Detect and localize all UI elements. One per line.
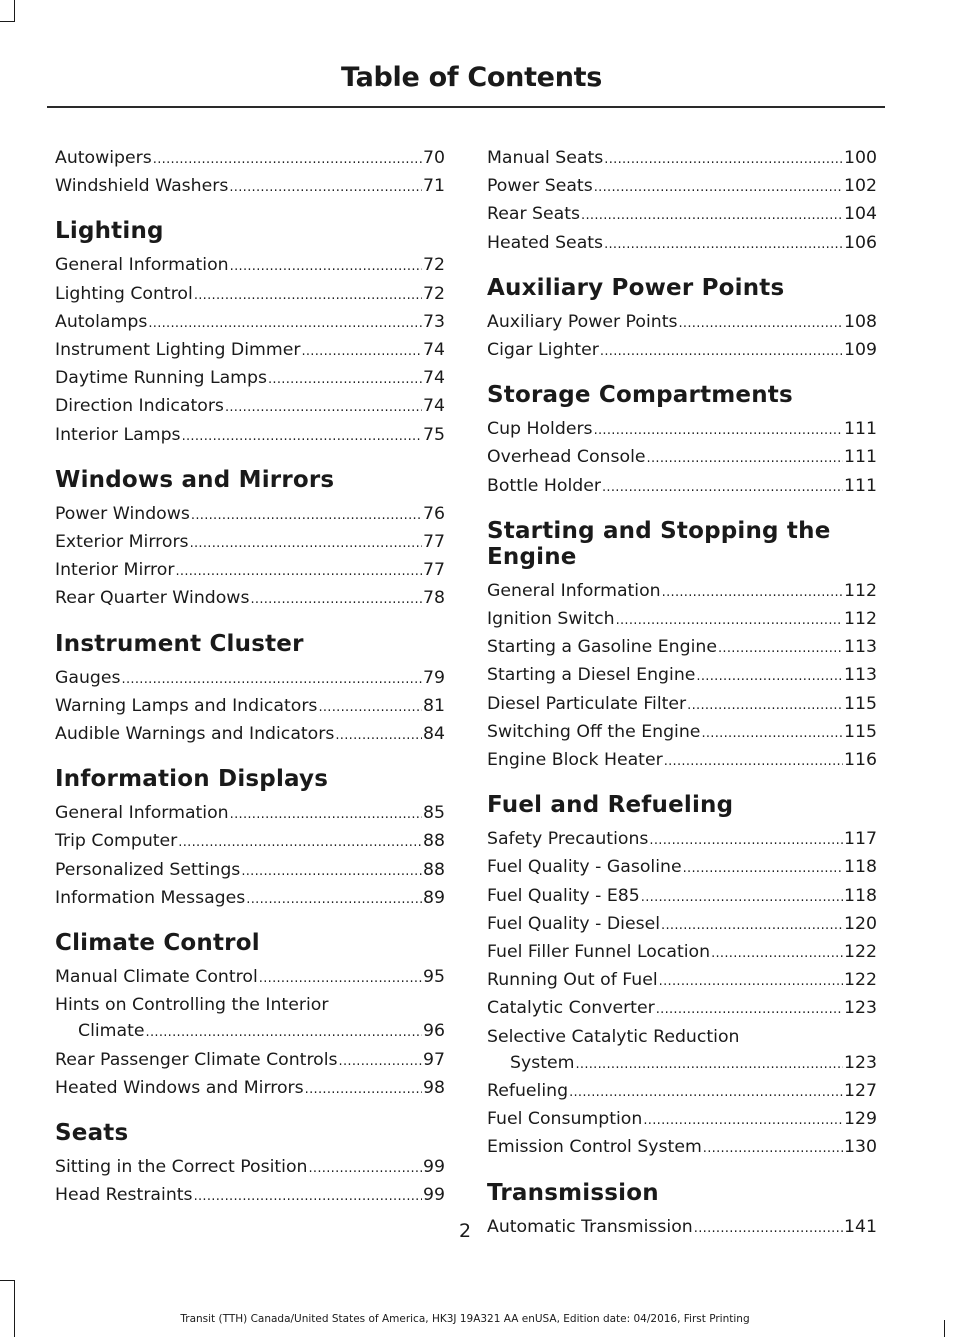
toc-entry-label: Refueling [487,1081,569,1102]
toc-entry-page: 109 [844,340,877,361]
toc-entry-label: Starting a Gasoline Engine [487,637,717,658]
toc-section [55,930,445,1103]
toc-entry[interactable] [487,230,877,258]
toc-entry-label: Warning Lamps and Indicators [55,695,318,716]
dot-leader [683,856,843,882]
toc-entry-page: 73 [423,311,445,332]
toc-section [55,218,445,449]
dot-leader [664,749,843,775]
toc-entry[interactable] [487,995,877,1023]
dot-leader [696,664,843,690]
toc-entry-page: 96 [423,1021,445,1042]
footer-edition-info: Transit (TTH) Canada/United States of America, HK3J 19A321 AA enUSA, Edition date: 04/2016, First Printing [180,1313,750,1325]
toc-entry-label: Information Messages [55,887,246,908]
dot-leader [301,339,422,365]
toc-entry-label: Auxiliary Power Points [487,311,678,332]
toc-entry[interactable] [55,828,445,856]
toc-entry-page: 111 [844,419,877,440]
toc-entry[interactable] [55,309,445,337]
toc-entry-page: 70 [423,148,445,168]
dot-leader [241,859,422,885]
toc-entry-page: 106 [844,232,877,253]
toc-entry-label: Fuel Filler Funnel Location [487,942,711,963]
toc-entry-page: 112 [844,580,877,601]
toc-entry[interactable] [55,992,445,1046]
crop-mark-top-left-vertical [14,0,15,22]
section-title: Storage Compartments [487,382,793,409]
dot-leader [250,587,422,613]
toc-entry-label: System [510,1052,575,1073]
toc-entry-page: 116 [844,750,877,771]
toc-entry-page: 127 [844,1081,877,1102]
dot-leader [190,531,422,557]
toc-entry-page: 130 [844,1137,877,1158]
dot-leader [662,580,843,606]
toc-entry[interactable] [55,529,445,557]
toc-entry-label: Heated Windows and Mirrors [55,1077,304,1098]
toc-entry[interactable] [487,939,877,967]
dot-leader [229,175,422,201]
section-title: Transmission [487,1179,659,1206]
dot-leader [339,1049,422,1075]
toc-entry-page: 129 [844,1109,877,1130]
toc-entry-label: Manual Climate Control [55,967,258,988]
dot-leader [318,695,422,721]
toc-entry-label: Rear Passenger Climate Controls [55,1049,338,1070]
toc-entry-label: Ignition Switch [487,609,615,630]
toc-entry-label: Fuel Quality - Diesel [487,913,661,934]
toc-entry-label: Personalized Settings [55,859,241,880]
section-title-line: Engine [487,543,577,570]
dot-leader [569,1080,843,1106]
dot-leader [711,941,843,967]
toc-entry-label: Exterior Mirrors [55,532,189,553]
dot-leader [182,424,422,450]
toc-entry[interactable] [487,747,877,775]
toc-entry[interactable] [55,173,445,201]
dot-leader [146,1020,422,1046]
dot-leader [643,1108,843,1134]
dot-leader [659,969,843,995]
toc-entry-page: 89 [423,887,445,908]
header-rule [47,106,885,108]
toc-entry[interactable] [487,201,877,229]
toc-entry[interactable] [55,422,445,450]
toc-entry[interactable] [487,416,877,444]
toc-entry[interactable] [487,719,877,747]
page-title: Table of Contents [340,62,602,93]
toc-entry[interactable] [55,393,445,421]
toc-entry-label: Power Windows [55,503,190,524]
toc-entry-label: Rear Seats [487,204,581,225]
toc-entry[interactable] [55,281,445,309]
section-title: Instrument Cluster [55,630,304,657]
dot-leader [194,283,422,309]
toc-section [487,275,877,365]
toc-entry-page: 115 [844,721,877,742]
dot-leader [594,418,843,444]
toc-entry-page: 123 [844,998,877,1019]
toc-entry[interactable] [55,665,445,693]
toc-entry-page: 113 [844,665,877,686]
toc-entry-page: 99 [423,1185,445,1206]
toc-entry-label: Heated Seats [487,232,604,253]
toc-entry-label: Running Out of Fuel [487,970,658,991]
toc-entry-page: 95 [423,967,445,988]
dot-leader [575,1052,843,1078]
toc-entry-label: Manual Seats [487,148,604,168]
toc-entry[interactable] [55,145,445,173]
toc-entry-page: 77 [423,532,445,553]
toc-entry-label: Fuel Quality - Gasoline [487,857,682,878]
toc-entry[interactable] [55,721,445,749]
toc-entry[interactable] [487,1106,877,1134]
toc-entry[interactable] [55,585,445,613]
section-title: Information Displays [55,766,329,793]
dot-leader [604,147,843,173]
toc-entry-label: Overhead Console [487,447,646,468]
toc-entry[interactable] [55,857,445,885]
dot-leader [309,1156,423,1182]
toc-entry-page: 72 [423,283,445,304]
toc-entry-page: 120 [844,913,877,934]
toc-entry-page: 112 [844,609,877,630]
toc-entry-page: 98 [423,1077,445,1098]
toc-entry-line [55,1018,445,1046]
toc-entry[interactable] [487,826,877,854]
dot-leader [268,367,422,393]
dot-leader [230,802,422,828]
toc-section [487,518,877,775]
toc-entry-page: 74 [423,340,445,361]
toc-entry-page: 100 [844,148,877,168]
toc-entry[interactable] [55,337,445,365]
toc-entry-label: Sitting in the Correct Position [55,1157,308,1178]
toc-entry-label: Daytime Running Lamps [55,368,267,389]
toc-entry-page: 99 [423,1157,445,1178]
toc-entry-page: 85 [423,803,445,824]
dot-leader [305,1077,422,1103]
toc-entry[interactable] [487,662,877,690]
toc-entry-page: 111 [844,447,877,468]
toc-entry-label: Automatic Transmission [487,1216,693,1237]
dot-leader [641,885,843,911]
toc-entry[interactable] [487,606,877,634]
toc-entry-page: 115 [844,693,877,714]
dot-leader [616,608,843,634]
toc-entry-page: 81 [423,695,445,716]
toc-entry-page: 77 [423,560,445,581]
toc-section [55,1120,445,1210]
dot-leader [656,997,843,1023]
toc-entry-label: Rear Quarter Windows [55,588,250,609]
right-column [487,145,877,1242]
toc-entry[interactable] [487,911,877,939]
dot-leader [678,311,843,337]
dot-leader [246,887,422,913]
toc-entry-page: 102 [844,176,877,197]
toc-entry-label: Autowipers [55,148,152,168]
toc-entry-label: Catalytic Converter [487,998,655,1019]
section-title: Windows and Mirrors [55,466,335,493]
toc-entry[interactable] [55,365,445,393]
toc-entry-label: Interior Lamps [55,424,181,445]
toc-entry-label: Windshield Washers [55,176,229,197]
toc-entry[interactable] [55,1075,445,1103]
toc-entry-label: Safety Precautions [487,829,649,850]
toc-entry-label: Audible Warnings and Indicators [55,724,335,745]
toc-entry-label: Lighting Control [55,283,193,304]
toc-entry[interactable] [55,1047,445,1075]
dot-leader [687,693,843,719]
toc-section [55,145,445,201]
toc-entry[interactable] [487,1024,877,1078]
toc-entry[interactable] [487,145,877,173]
toc-entry-page: 97 [423,1049,445,1070]
toc-entry[interactable] [487,473,877,501]
left-column [55,145,445,1210]
toc-entry[interactable] [55,1182,445,1210]
toc-entry-page: 118 [844,885,877,906]
toc-entry-label: Cigar Lighter [487,340,599,361]
toc-entry[interactable] [487,309,877,337]
dot-leader [191,503,422,529]
toc-entry-label: Direction Indicators [55,396,224,417]
section-title: Climate Control [55,930,260,957]
toc-entry[interactable] [55,693,445,721]
toc-entry-page: 111 [844,475,877,496]
dot-leader [581,203,843,229]
toc-section [55,631,445,750]
toc-entry-page: 122 [844,942,877,963]
dot-leader [647,446,843,472]
toc-entry-page: 78 [423,588,445,609]
toc-entry[interactable] [55,252,445,280]
section-title: Seats [55,1120,129,1147]
dot-leader [175,559,422,585]
toc-entry-page: 113 [844,637,877,658]
toc-entry[interactable] [55,885,445,913]
toc-entry-label: Engine Block Heater [487,750,663,771]
crop-mark-bottom-left-horizontal [0,1280,15,1281]
toc-entry-page: 141 [844,1216,877,1237]
toc-entry-label: Diesel Particulate Filter [487,693,687,714]
toc-entry-label: Trip Computer [55,831,178,852]
toc-entry-page: 123 [844,1052,877,1073]
toc-entry-label: Bottle Holder [487,475,601,496]
toc-section [55,467,445,614]
toc-entry-line [487,1050,877,1078]
toc-entry-page: 118 [844,857,877,878]
toc-entry-label: Gauges [55,667,121,688]
toc-entry-label: General Information [55,803,229,824]
toc-entry[interactable] [487,444,877,472]
section-title-line: Starting and Stopping the [487,517,831,544]
toc-entry-page: 117 [844,829,877,850]
toc-entry[interactable] [55,501,445,529]
toc-entry-label: Switching Off the Engine [487,721,701,742]
toc-entry-page: 88 [423,831,445,852]
dot-leader [148,311,422,337]
dot-leader [225,395,422,421]
crop-mark-bottom-right-vertical [944,1320,945,1337]
toc-entry[interactable] [55,1154,445,1182]
dot-leader [600,339,843,365]
toc-entry-label: Cup Holders [487,419,593,440]
toc-section [487,382,877,501]
dot-leader [153,147,422,173]
toc-entry[interactable] [487,1134,877,1162]
toc-entry-label: Hints on Controlling the Interior [55,995,329,1016]
dot-leader [194,1184,422,1210]
toc-entry-label: General Information [487,580,661,601]
toc-entry[interactable] [487,337,877,365]
toc-entry-page: 74 [423,396,445,417]
toc-entry-label: Power Seats [487,176,593,197]
toc-entry-page: 74 [423,368,445,389]
toc-entry[interactable] [487,691,877,719]
dot-leader [661,913,843,939]
toc-entry[interactable] [487,634,877,662]
toc-entry-label: Head Restraints [55,1185,193,1206]
toc-entry-page: 72 [423,255,445,276]
toc-entry-label: Fuel Quality - E85 [487,885,640,906]
toc-entry-label: Interior Mirror [55,560,175,581]
toc-entry-page: 122 [844,970,877,991]
section-title: Auxiliary Power Points [487,274,785,301]
toc-entry-label: Climate [78,1021,145,1042]
toc-entry-page: 76 [423,503,445,524]
toc-entry-page: 84 [423,724,445,745]
section-title: Fuel and Refueling [487,792,734,819]
dot-leader [259,966,422,992]
toc-section [487,145,877,258]
section-title [487,518,877,570]
toc-entry[interactable] [487,854,877,882]
toc-entry-label: Starting a Diesel Engine [487,665,696,686]
crop-mark-top-left-horizontal [0,21,15,22]
toc-entry-page: 88 [423,859,445,880]
toc-entry-label: Selective Catalytic Reduction [487,1026,740,1047]
toc-entry-page: 75 [423,424,445,445]
toc-entry-label: Instrument Lighting Dimmer [55,340,301,361]
dot-leader [594,175,843,201]
toc-entry-page: 71 [423,176,445,197]
toc-entry[interactable] [55,800,445,828]
dot-leader [649,828,843,854]
toc-section [487,792,877,1162]
toc-entry[interactable] [55,557,445,585]
toc-entry[interactable] [487,173,877,201]
dot-leader [604,232,843,258]
dot-leader [335,723,422,749]
toc-entry-label: Fuel Consumption [487,1109,643,1130]
toc-entry-page: 108 [844,311,877,332]
page-number: 2 [458,1220,472,1242]
dot-leader [703,1136,843,1162]
toc-entry[interactable] [487,578,877,606]
dot-leader [178,830,422,856]
toc-entry[interactable] [487,883,877,911]
toc-entry-page: 104 [844,204,877,225]
toc-section [55,766,445,913]
toc-entry-label: General Information [55,255,229,276]
dot-leader [230,254,422,280]
section-title: Lighting [55,218,164,245]
toc-entry[interactable] [487,1078,877,1106]
toc-entry-label: Emission Control System [487,1137,702,1158]
crop-mark-bottom-left-vertical [14,1280,15,1337]
dot-leader [122,667,422,693]
dot-leader [701,721,843,747]
toc-entry[interactable] [487,967,877,995]
dot-leader [602,475,843,501]
toc-entry-page: 79 [423,667,445,688]
dot-leader [718,636,843,662]
toc-entry-label: Autolamps [55,311,148,332]
toc-entry[interactable] [55,964,445,992]
